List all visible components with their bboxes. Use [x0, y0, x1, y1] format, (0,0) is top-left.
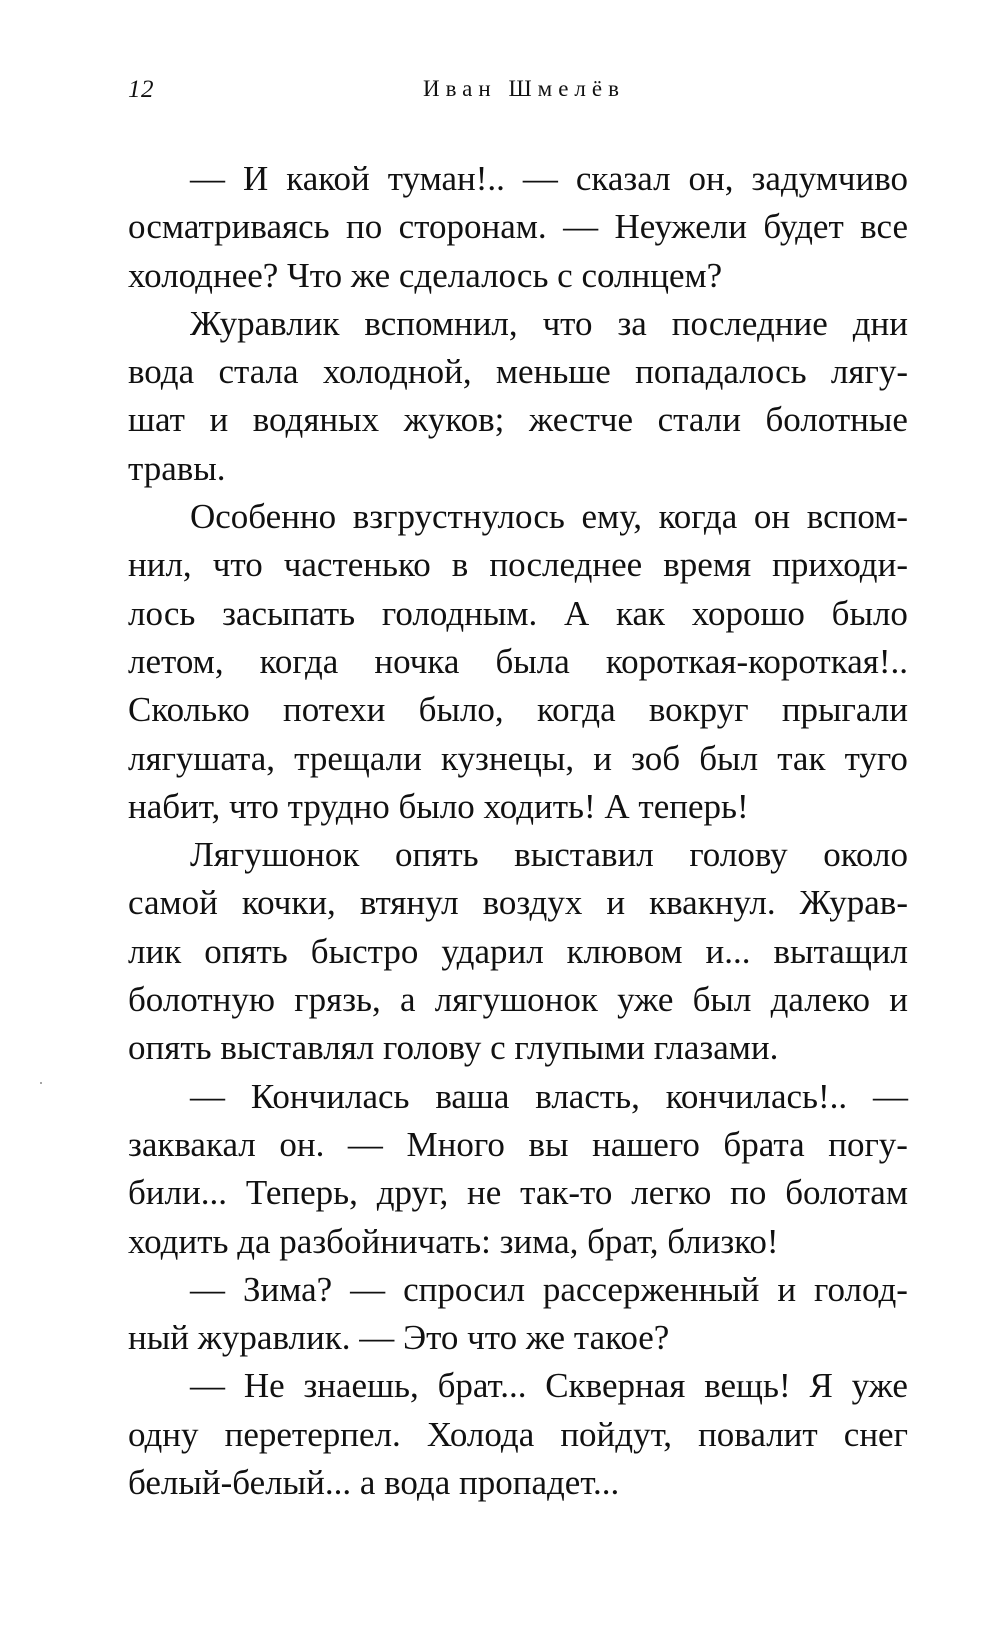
text-line: — Кончилась ваша власть, кончилась!.. —: [190, 1076, 908, 1116]
text-line: — И какой туман!.. — сказал он, задумчиво: [190, 159, 908, 198]
text-line: лось засыпать голодным. А как хорошо было: [128, 593, 908, 633]
text-line: — Не знаешь, брат... Скверная вещь! Я уже: [190, 1366, 908, 1406]
text-line: одну перетерпел. Холода пойдут, повалит снег: [128, 1414, 908, 1454]
text-line: набит, что трудно было ходить! А теперь!: [128, 786, 749, 826]
text-line: Журавлик вспомнил, что за последние дни: [190, 303, 908, 343]
body-text: [128, 155, 908, 1507]
text-line: лик опять быстро ударил клювом и... вытащил: [128, 931, 908, 971]
text-line: Особенно взгрустнулось ему, когда он вспом-: [190, 497, 908, 537]
running-head: [128, 70, 908, 110]
text-line: летом, когда ночка была короткая-короткая!..: [128, 641, 908, 681]
text-line: шат и водяных жуков; жестче стали болотные: [128, 400, 908, 440]
text-line: вода стала холодной, меньше попадалось лягу-: [128, 352, 908, 392]
text-line: белый-белый... а вода пропадет...: [128, 1463, 620, 1503]
text-line: заквакал он. — Много вы нашего брата погу-: [128, 1124, 908, 1164]
text-line: осматриваясь по сторонам. — Неужели будет все: [128, 207, 908, 247]
text-line: — Зима? — спросил рассерженный и голод-: [190, 1269, 908, 1309]
text-line: опять выставлял голову с глупыми глазами.: [128, 1028, 779, 1068]
text-line: ходить да разбойничать: зима, брат, близко!: [128, 1221, 779, 1261]
page-number: 12: [128, 76, 154, 103]
text-line: били... Теперь, друг, не так-то легко по болотам: [128, 1173, 908, 1213]
text-line: травы.: [128, 448, 226, 488]
text-line: Лягушонок опять выставил голову около: [190, 835, 908, 875]
text-line: холоднее? Что же сделалось с солнцем?: [128, 255, 723, 295]
text-line: Сколько потехи было, когда вокруг прыгали: [128, 690, 908, 730]
text-line: самой кочки, втянул воздух и квакнул. Журав-: [128, 883, 908, 923]
text-line: нил, что частенько в последнее время приходи-: [128, 545, 908, 585]
margin-speck: [40, 1082, 42, 1084]
text-line: ный журавлик. — Это что же такое?: [128, 1318, 670, 1358]
text-line: лягушата, трещали кузнецы, и зоб был так туго: [128, 738, 908, 778]
running-title: Иван Шмелёв: [423, 76, 625, 101]
text-line: болотную грязь, а лягушонок уже был далеко и: [128, 980, 908, 1020]
